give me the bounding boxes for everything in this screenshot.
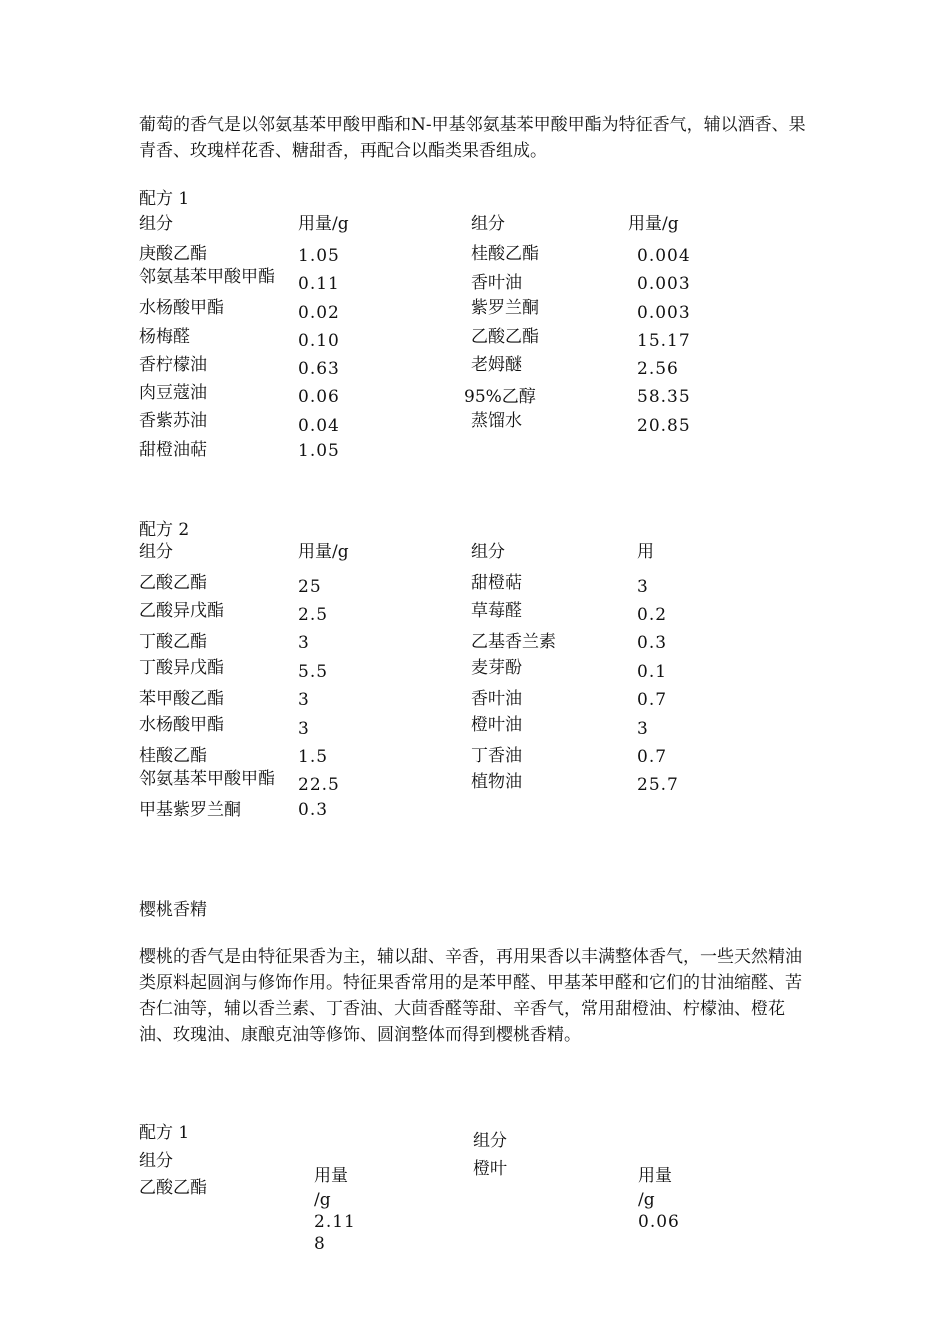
cherry-formula1-right-item: 橙叶 — [473, 1159, 507, 1179]
formula1-left-amount: 0.06 — [298, 387, 340, 407]
formula2-right-amount: 3 — [637, 577, 649, 597]
formula1-right-name: 香叶油 — [471, 273, 522, 293]
formula1-right-amount: 2.56 — [637, 359, 679, 379]
formula2-left-amount: 25 — [298, 577, 322, 597]
formula1-left-name: 庚酸乙酯 — [139, 244, 207, 264]
formula1-left-name: 香紫苏油 — [139, 411, 207, 431]
formula2-right-amount: 0.7 — [637, 690, 668, 710]
formula1-title: 配方 1 — [139, 189, 190, 209]
formula1-right-amount: 0.004 — [637, 246, 691, 266]
cherry-intro-paragraph: 樱桃的香气是由特征果香为主，辅以甜、辛香，再用果香以丰满整体香气，一些天然精油类原料起圆润与修饰作用。特征果香常用的是苯甲醛、甲基苯甲醛和它们的甘油缩醛、苦杏仁油等，辅以香兰素、丁香油、大茴香醛等甜、辛香气，常用甜橙油、柠檬油、橙花油、玫瑰油、康酿克油等修饰、圆润整体而得到樱桃香精。 — [139, 947, 802, 1045]
formula1-left-name: 甜橙油萜 — [139, 440, 207, 460]
formula2-left-name: 水杨酸甲酯 — [139, 715, 224, 735]
cherry-formula1-right-amount-unit: /g — [638, 1190, 655, 1210]
formula2-left-amount: 3 — [298, 633, 310, 653]
formula2-left-amount: 2.5 — [298, 605, 329, 625]
formula1-left-amount: 0.11 — [298, 274, 340, 294]
formula1-left-name: 肉豆蔻油 — [139, 383, 207, 403]
formula2-right-name: 香叶油 — [471, 689, 522, 709]
formula2-left-amount: 3 — [298, 690, 310, 710]
formula1-header-component-left: 组分 — [139, 214, 173, 234]
formula2-left-amount: 1.5 — [298, 747, 329, 767]
formula2-right-name: 丁香油 — [471, 746, 522, 766]
formula2-right-amount: 0.7 — [637, 747, 668, 767]
formula1-header-amount-right: 用量/g — [628, 214, 679, 234]
formula1-header-amount-left: 用量/g — [298, 214, 349, 234]
formula2-right-amount: 25.7 — [637, 775, 679, 795]
formula2-right-amount: 3 — [637, 719, 649, 739]
formula2-right-name: 草莓醛 — [471, 601, 522, 621]
formula2-left-amount: 22.5 — [298, 775, 340, 795]
formula2-left-name: 桂酸乙酯 — [139, 746, 207, 766]
formula2-right-amount: 0.1 — [637, 662, 668, 682]
formula2-right-name: 甜橙萜 — [471, 573, 522, 593]
formula2-left-name: 甲基紫罗兰酮 — [139, 800, 241, 820]
formula1-right-name: 桂酸乙酯 — [471, 244, 539, 264]
formula1-right-amount: 58.35 — [637, 387, 691, 407]
formula1-left-name: 邻氨基苯甲酸甲酯 — [139, 267, 275, 284]
formula2-left-name: 邻氨基苯甲酸甲酯 — [139, 769, 275, 786]
cherry-formula1-title: 配方 1 — [139, 1123, 190, 1143]
cherry-formula1-left-amount-cont: 8 — [314, 1234, 326, 1254]
formula2-header-component-left: 组分 — [139, 542, 173, 562]
formula2-right-amount: 0.3 — [637, 633, 668, 653]
cherry-formula1-amount-label: 用量 — [314, 1166, 348, 1186]
cherry-formula1-right-component-label: 组分 — [473, 1131, 507, 1151]
formula1-header-component-right: 组分 — [471, 214, 505, 234]
cherry-formula1-right-amount: 0.06 — [638, 1212, 680, 1232]
cherry-formula1-amount-unit: /g — [314, 1190, 331, 1210]
formula1-left-amount: 1.05 — [298, 246, 340, 266]
formula1-left-name: 杨梅醛 — [139, 327, 190, 347]
formula2-left-amount: 0.3 — [298, 800, 329, 820]
cherry-formula1-left-item: 乙酸乙酯 — [139, 1178, 207, 1198]
formula1-left-name: 水杨酸甲酯 — [139, 298, 224, 318]
formula2-left-amount: 5.5 — [298, 662, 329, 682]
formula1-left-amount: 0.02 — [298, 303, 340, 323]
formula2-right-name: 麦芽酚 — [471, 658, 522, 678]
formula1-left-amount: 0.10 — [298, 331, 340, 351]
formula2-left-name: 乙酸异戊酯 — [139, 601, 224, 621]
cherry-heading: 樱桃香精 — [139, 900, 207, 920]
cherry-formula1-component-label: 组分 — [139, 1151, 173, 1171]
formula2-right-name: 橙叶油 — [471, 715, 522, 735]
formula2-right-name: 乙基香兰素 — [471, 632, 556, 652]
formula1-right-name: 95%乙醇 — [464, 387, 536, 407]
formula1-right-amount: 20.85 — [637, 416, 691, 436]
formula1-right-name: 乙酸乙酯 — [471, 327, 539, 347]
formula1-left-amount: 0.04 — [298, 416, 340, 436]
formula2-left-name: 丁酸异戊酯 — [139, 658, 224, 678]
formula2-left-name: 苯甲酸乙酯 — [139, 689, 224, 709]
formula2-header-amount-left: 用量/g — [298, 542, 349, 562]
formula2-left-name: 乙酸乙酯 — [139, 573, 207, 593]
formula2-header-component-right: 组分 — [471, 542, 505, 562]
formula2-right-name: 植物油 — [471, 772, 522, 792]
formula1-left-amount: 1.05 — [298, 441, 340, 461]
formula2-right-amount: 0.2 — [637, 605, 668, 625]
formula1-right-name: 蒸馏水 — [471, 411, 522, 431]
formula1-right-amount: 0.003 — [637, 303, 691, 323]
formula1-left-amount: 0.63 — [298, 359, 340, 379]
formula1-right-name: 紫罗兰酮 — [471, 298, 539, 318]
formula2-left-amount: 3 — [298, 719, 310, 739]
formula1-right-name: 老姆醚 — [471, 355, 522, 375]
formula1-left-name: 香柠檬油 — [139, 355, 207, 375]
formula1-right-amount: 0.003 — [637, 274, 691, 294]
formula2-title: 配方 2 — [139, 520, 190, 540]
cherry-formula1-right-amount-label: 用量 — [638, 1166, 672, 1186]
grape-intro-paragraph: 葡萄的香气是以邻氨基苯甲酸甲酯和N-甲基邻氨基苯甲酸甲酯为特征香气，辅以酒香、果青香、玫瑰样花香、糖甜香，再配合以酯类果香组成。 — [139, 115, 806, 161]
formula2-header-amount-right: 用 — [637, 542, 654, 562]
formula1-right-amount: 15.17 — [637, 331, 691, 351]
formula2-left-name: 丁酸乙酯 — [139, 632, 207, 652]
cherry-formula1-left-amount: 2.11 — [314, 1212, 356, 1232]
